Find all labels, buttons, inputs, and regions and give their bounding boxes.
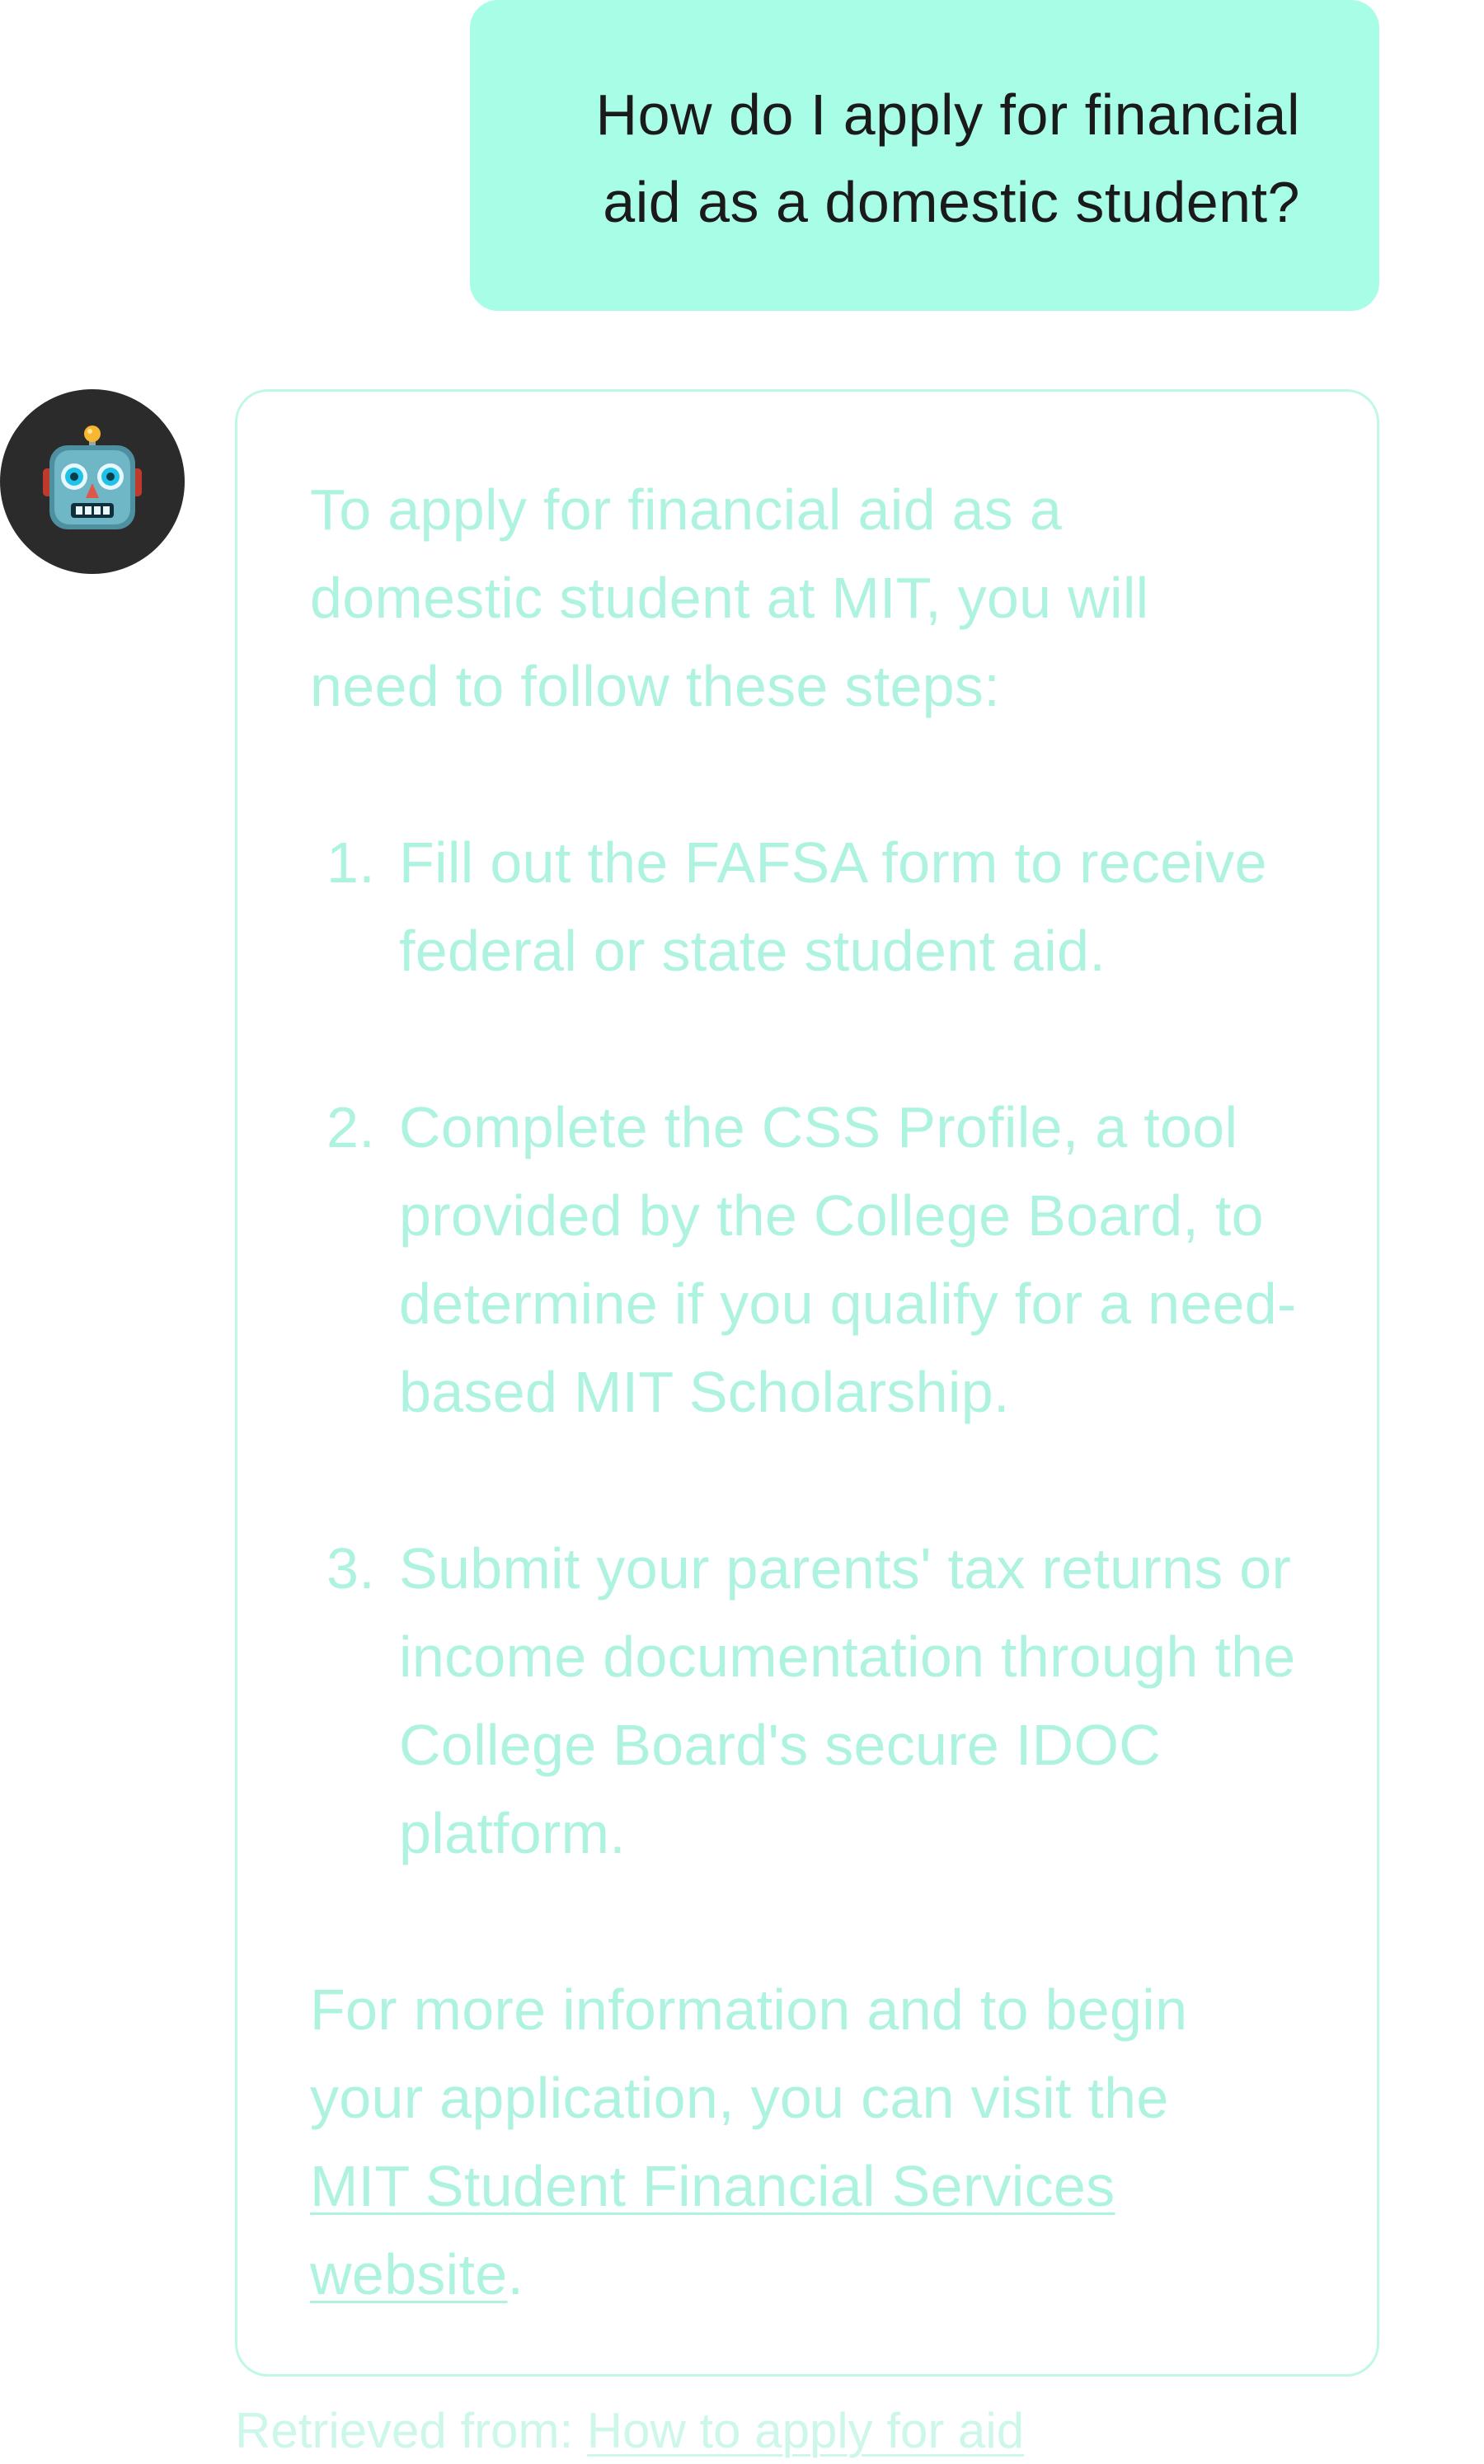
step-item	[310, 1525, 1298, 1878]
source-prefix: Retrieved from:	[235, 2403, 587, 2458]
user-message-line-2: aid as a domestic student?	[603, 170, 1300, 234]
user-message-line-1: How do I apply for financial	[595, 82, 1300, 147]
source-citation	[235, 2398, 1024, 2464]
robot-face-icon	[43, 426, 142, 533]
step-item	[310, 1084, 1298, 1437]
bot-response-card	[235, 389, 1379, 2377]
step-text: Complete the CSS Profile, a tool provided by the College Board, to determine if you qualify for a need-based MIT Scholarship.	[399, 1095, 1297, 1424]
user-message-bubble	[470, 0, 1379, 311]
step-text: Submit your parents' tax returns or income documentation through the College Board's secure IDOC platform.	[399, 1536, 1296, 1865]
bot-response-intro: To apply for financial aid as a domestic student at MIT, you will need to follow these steps:	[310, 477, 1149, 718]
source-link[interactable]: How to apply for aid	[586, 2403, 1025, 2458]
financial-services-link[interactable]: MIT Student Financial Services website	[310, 2154, 1115, 2306]
step-text: Fill out the FAFSA form to receive federal or state student aid.	[399, 830, 1267, 983]
bot-response-outro	[310, 1966, 1283, 2319]
step-item	[310, 819, 1298, 995]
steps-list	[310, 819, 1301, 1878]
bot-avatar	[0, 389, 185, 574]
step-number: 3.	[326, 1536, 375, 1601]
outro-period: .	[507, 2242, 524, 2306]
outro-text: For more information and to begin your application, you can visit the	[310, 1977, 1188, 2130]
step-number: 2.	[326, 1095, 375, 1159]
step-number: 1.	[326, 830, 375, 895]
